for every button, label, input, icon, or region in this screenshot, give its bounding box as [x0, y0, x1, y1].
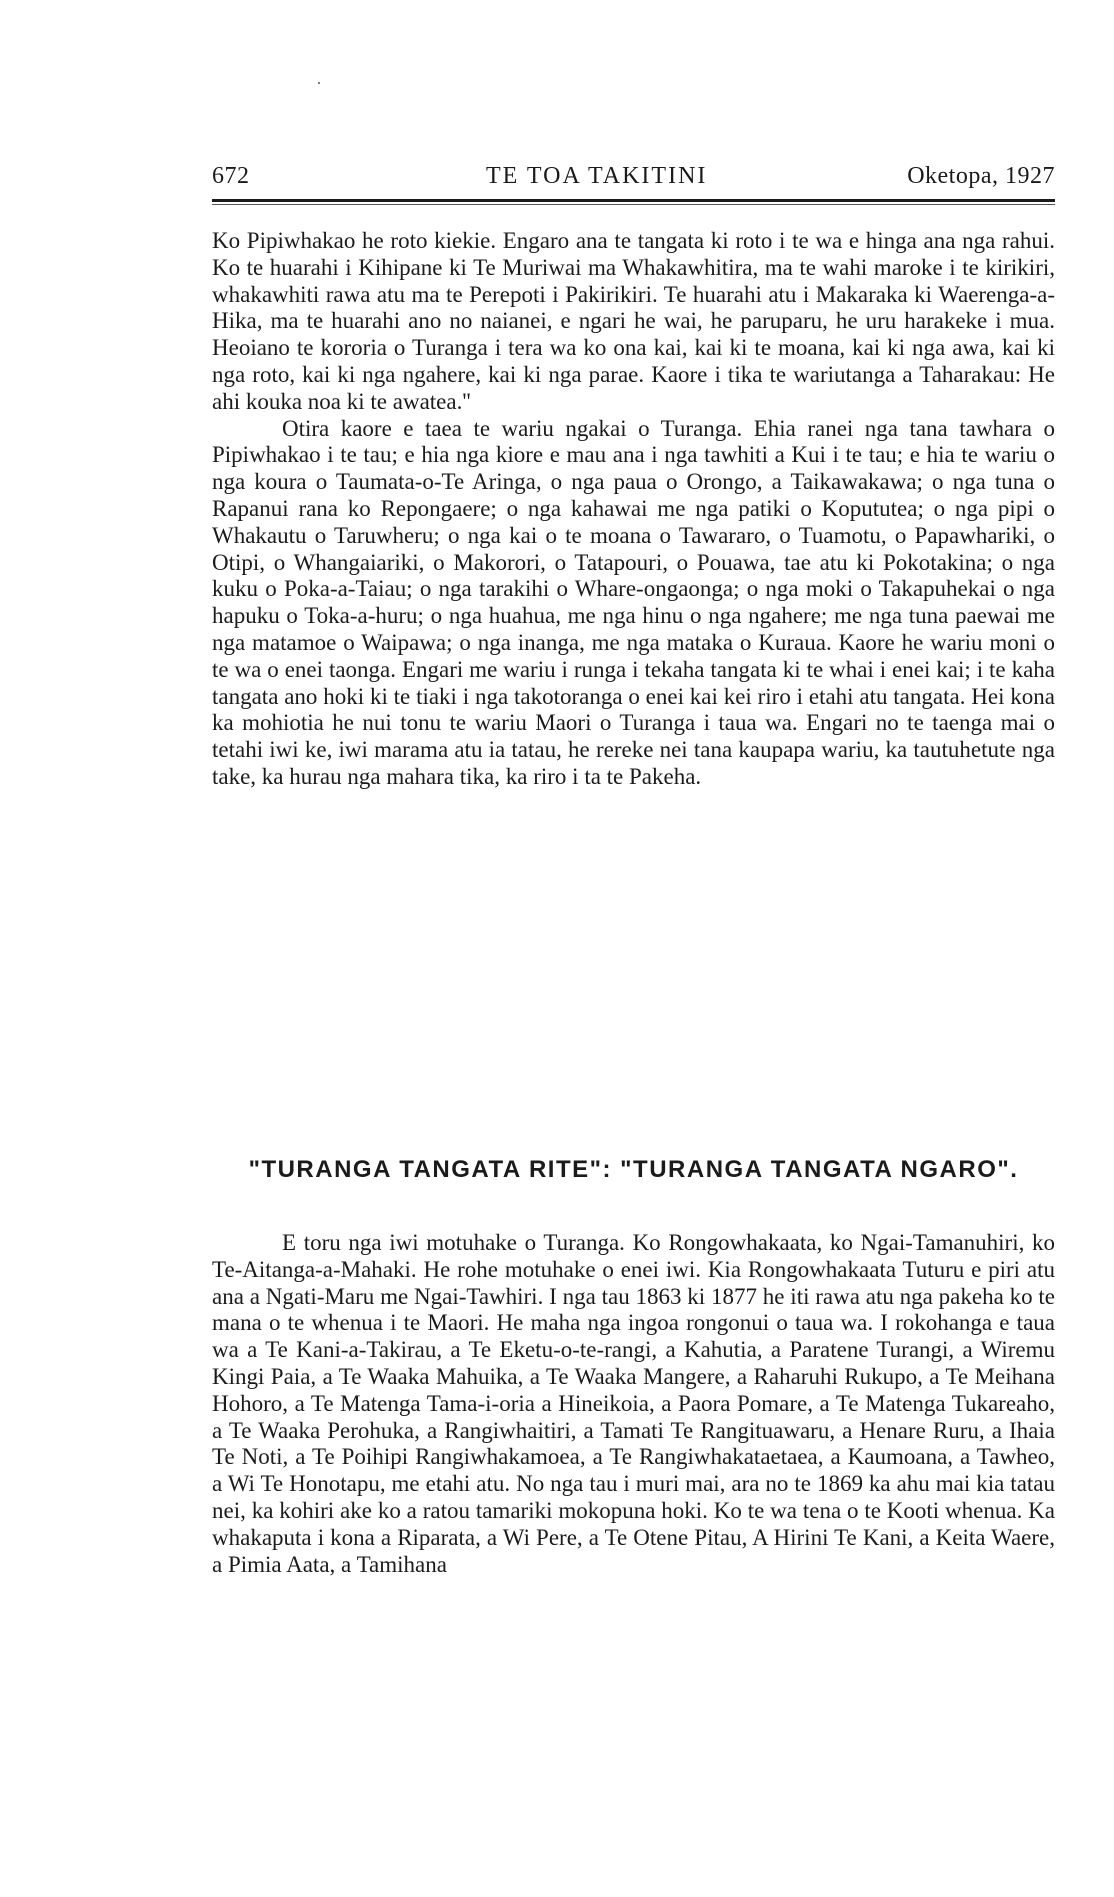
- paragraph: Ko Pipiwhakao he roto kiekie. Engaro ana te tangata ki roto i te wa e hinga ana nga rahui. Ko te huarahi i Kihipane ki Te Muriwai ma Whakawhitira, ma te wahi maroke i te kirikiri, whakawhiti rawa atu ma te Perepoti i Pakirikiri. Te huarahi atu i Makaraka ki Waerenga-a-Hika, ma te huarahi ano no naianei, e ngari he wai, he paruparu, he uru harakeke i mua. Heoiano te kororia o Turanga i tera wa ko ona kai, kai ki te moana, kai ki nga awa, kai ki nga roto, kai ki nga ngahere, kai ki nga parae. Kaore i tika te wariutanga a Taharakau: He ahi kouka noa ki te awatea.'': [212, 228, 1055, 414]
- paragraph: E toru nga iwi motuhake o Turanga. Ko Rongowhakaata, ko Ngai-Tamanuhiri, ko Te-Aitanga-a-Mahaki. He rohe motuhake o enei iwi. Kia Rongowhakaata Tuturu e piri atu ana a Ngati-Maru me Ngai-Tawhiri. I nga tau 1863 ki 1877 he iti rawa atu nga pakeha ko te mana o te whenua i te Maori. He maha nga ingoa rongonui o taua wa. I rokohanga e taua wa a Te Kani-a-Takirau, a Te Eketu-o-te-rangi, a Kahutia, a Paratene Turangi, a Wiremu Kingi Paia, a Te Waaka Mahuika, a Te Waaka Mangere, a Raharuhi Rukupo, a Te Meihana Hohoro, a Te Matenga Tama-i-oria a Hineikoia, a Paora Pomare, a Te Matenga Tukareaho, a Te Waaka Perohuka, a Rangiwhaitiri, a Tamati Te Rangituawaru, a Henare Ruru, a Ihaia Te Noti, a Te Poihipi Rangiwhakamoea, a Te Rangiwhakataetaea, a Kaumoana, a Tawheo, a Wi Te Honotapu, me etahi atu. No nga tau i muri mai, ara no te 1869 ka ahu mai kia tatau nei, ka kohiri ake ko a ratou tamariki mokopuna hoki. Ko te wa tena o te Kooti whenua. Ka whakaputa i kona a Riparata, a Wi Pere, a Te Otene Pitau, A Hirini Te Kani, a Keita Waere, a Pimia Aata, a Tamihana: [212, 1230, 1055, 1577]
- page-number: 672: [212, 163, 250, 189]
- paragraph: Otira kaore e taea te wariu ngakai o Turanga. Ehia ranei nga tana tawhara o Pipiwhakao i te tau; e hia nga kiore e mau ana i nga tawhiti a Kui i te tau; e hia te wariu o nga koura o Taumata-o-Te Aringa, o nga paua o Orongo, a Taikawakawa; o nga tuna o Rapanui rana ko Repongaere; o nga kahawai me nga patiki o Kopututea; o nga pipi o Whakautu o Taruwheru; o nga kai o te moana o Tawararo, o Tuamotu, o Papawhariki, o Otipi, o Whangaiariki, o Makorori, o Tatapouri, o Pouawa, tae atu ki Pokotakina; o nga kuku o Poka-a-Taiau; o nga tarakihi o Whare-ongaonga; o nga moki o Takapuhekai o nga hapuku o Toka-a-huru; o nga huahua, me nga hinu o nga ngahere; me nga tuna paewai me nga matamoe o Waipawa; o nga inanga, me nga mataka o Kuraua. Kaore he wariu moni o te wa o enei taonga. Engari me wariu i runga i tekaha tangata ki te whai i enei kai; i te kaha tangata ano hoki ki te tiaki i nga takotoranga o enei kai kei riro i etahi atu tangata. Hei kona ka mohiotia he nui tonu te wariu Maori o Turanga i taua wa. Engari no te taenga mai o tetahi iwi ke, iwi marama atu ia tatau, he rereke nei tana kaupapa wariu, ka tautuhetute nga take, ka hurau nga mahara tika, ka riro i ta te Pakeha.: [212, 415, 1055, 789]
- header-rule-thin: [212, 204, 1055, 205]
- issue-date: Oketopa, 1927: [907, 163, 1055, 189]
- article-body-bottom: [212, 1230, 1055, 1578]
- running-header: [212, 163, 1055, 193]
- header-rule: [212, 199, 1055, 202]
- section-heading: "TURANGA TANGATA RITE": "TURANGA TANGATA NGARO".: [248, 1156, 1019, 1183]
- journal-title: TE TOA TAKITINI: [486, 163, 708, 189]
- article-body-top: [212, 228, 1055, 791]
- print-speck: [318, 82, 320, 84]
